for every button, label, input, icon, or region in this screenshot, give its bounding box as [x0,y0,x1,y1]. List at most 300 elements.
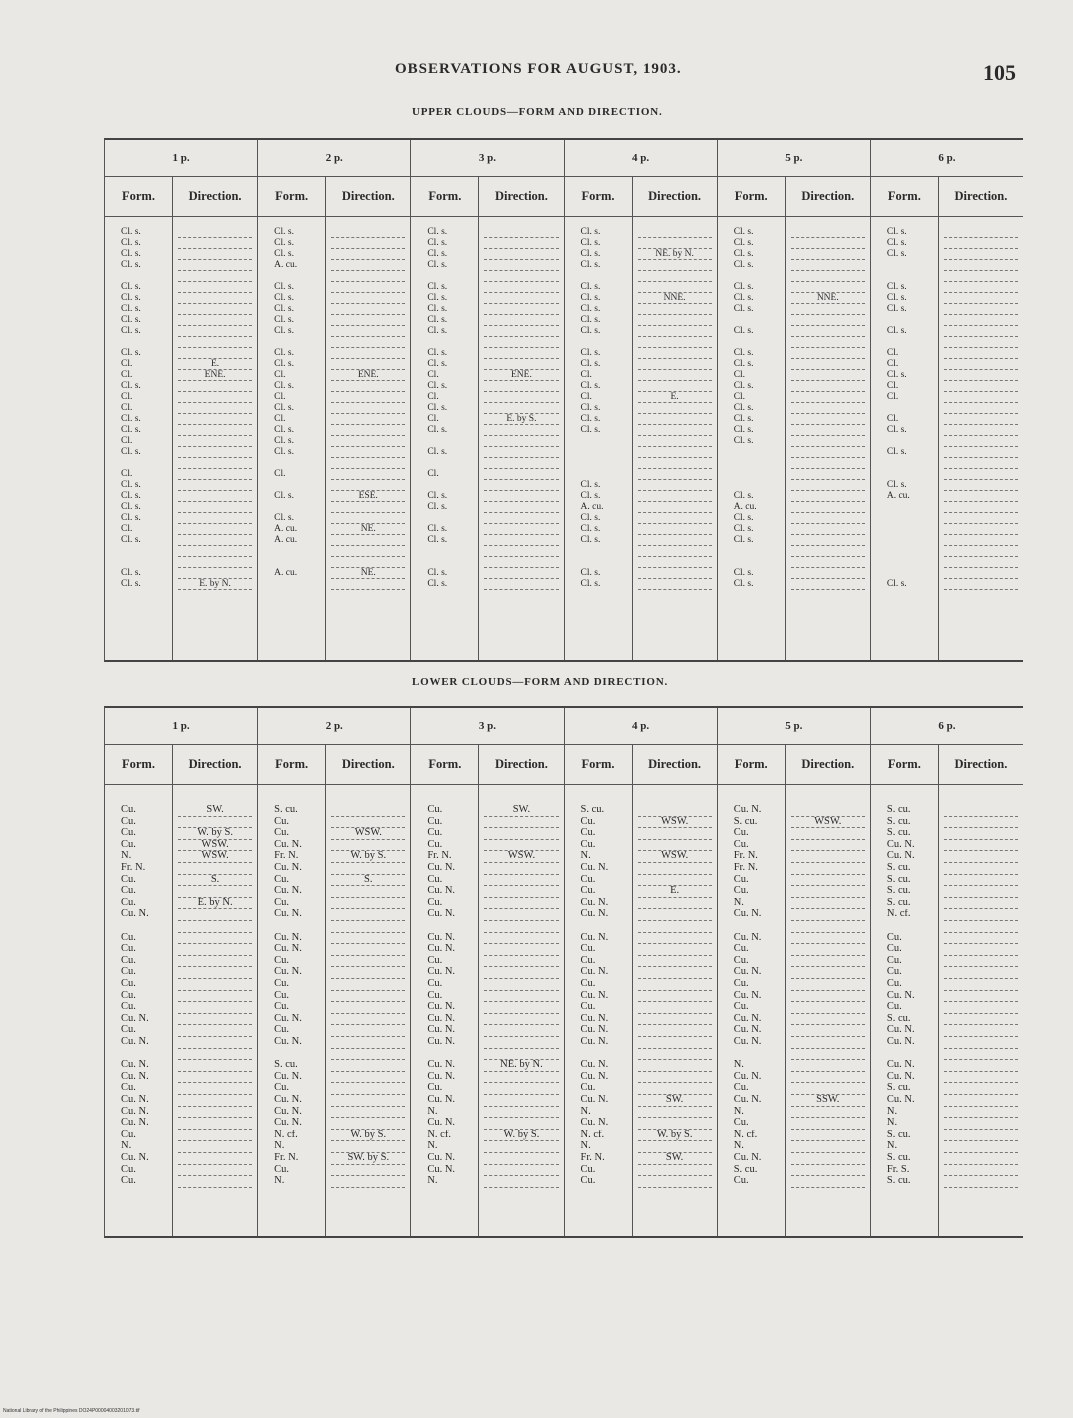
form-cell: Cl. s. [121,238,141,248]
direction-cell [786,436,870,446]
direction-column-header: Direction. [648,189,702,203]
direction-cell: WSW. [354,828,382,839]
form-cell: Cu. N. [733,1025,762,1036]
direction-cell [786,828,870,838]
form-cell: N. [580,1141,591,1152]
form-cell: Cl. s. [886,370,907,380]
form-cell: Cu. N. [427,1025,456,1036]
form-cell [871,568,938,578]
direction-cell: WSW. [201,851,229,862]
form-cell: Cl. s. [274,513,294,523]
direction-cell [326,480,410,490]
direction-cell: E. [670,392,679,402]
form-cell [871,524,938,534]
direction-cell [479,348,563,358]
direction-cell [786,1107,870,1117]
form-cell: Cl. s. [580,491,601,501]
direction-cell [326,392,410,402]
direction-cell [786,524,870,534]
form-cell: Fr. N. [733,863,758,873]
form-cell: Cu. [427,816,443,827]
direction-cell [939,1165,1023,1175]
form-cell: Cu. N. [427,944,456,955]
form-cell: Cl. [274,370,286,380]
direction-cell [326,458,410,468]
form-cell: Cu. [886,1002,902,1013]
form-cell: Cu. N. [580,990,609,1001]
direction-cell [479,1037,563,1047]
direction-cell [633,271,717,281]
direction-cell [479,1095,563,1105]
form-cell: Cl. [274,414,286,424]
direction-cell [786,979,870,989]
direction-cell [786,1118,870,1128]
direction-cell [633,840,717,850]
direction-cell [939,249,1023,259]
direction-cell [939,348,1023,358]
dotted-rule [791,589,865,590]
direction-cell [786,579,870,589]
direction-cell [939,403,1023,413]
form-cell: Cl. s. [733,238,754,248]
upper-hour-group [565,140,718,660]
form-cell: Cl. s. [427,293,448,303]
upper-hour-group [871,140,1023,660]
direction-cell [173,546,257,556]
form-cell: Cu. N. [274,1013,302,1024]
form-cell: Cl. s. [580,425,601,435]
form-cell: Cu. [274,816,290,827]
form-cell: Cl. s. [427,238,448,248]
direction-cell [326,1141,410,1151]
direction-cell: NE. by N. [655,249,694,259]
form-cell: N. [274,1141,285,1152]
direction-cell [479,403,563,413]
form-cell: Cu. N. [733,1037,762,1047]
form-cell: N. [427,1176,438,1187]
form-cell [718,546,785,556]
form-cell: Cu. N. [733,1095,762,1105]
form-cell: Cu. [580,816,596,827]
direction-cell [479,898,563,908]
direction-cell [326,238,410,248]
hour-header: 1 p. [105,708,257,745]
direction-cell [786,513,870,523]
direction-cell [173,1060,257,1070]
form-cell: Cu. [121,805,136,815]
form-cell [105,921,172,931]
dotted-rule [638,589,712,590]
form-cell: Cl. s. [121,381,141,391]
form-cell: Cu. N. [733,805,762,815]
form-cell: Cl. [580,370,592,380]
form-cell: Cl. s. [274,403,294,413]
direction-cell [479,249,563,259]
direction-cell: S. [210,874,220,885]
direction-cell [786,805,870,815]
direction-cell: ENE. [204,370,226,380]
direction-cell: ENE. [357,370,379,380]
direction-cell: W. by S. [503,1129,540,1140]
form-cell: Cl. s. [121,315,141,325]
form-cell: Cl. s. [121,480,141,490]
direction-cell [939,480,1023,490]
direction-cell [633,315,717,325]
form-cell: Cu. [274,1083,290,1094]
direction-cell [939,933,1023,943]
direction-cell: W. by S. [350,1129,387,1140]
form-cell: Cl. s. [274,381,294,391]
direction-cell [173,921,257,931]
form-cell: Cu. N. [733,932,762,943]
form-cell: Cl. s. [121,282,141,292]
form-cell: Cl. s. [274,249,294,259]
direction-cell [633,921,717,931]
direction-cell [939,326,1023,336]
direction-column-header: Direction. [954,189,1008,203]
form-cell: Cl. s. [274,436,294,446]
direction-cell [479,326,563,336]
direction-cell [479,238,563,248]
direction-cell: NNE. [816,293,839,303]
direction-cell: W. by S. [656,1129,693,1140]
upper-hour-group [411,140,564,660]
direction-cell [173,502,257,512]
direction-cell [786,271,870,281]
direction-cell [479,447,563,457]
form-cell: Cl. s. [427,568,448,578]
direction-cell [939,491,1023,501]
direction-cell [479,1049,563,1059]
direction-cell [479,557,563,567]
form-cell [105,1049,172,1059]
direction-cell [173,1002,257,1012]
form-cell: S. cu. [733,816,758,827]
direction-cell [786,458,870,468]
direction-cell [326,535,410,545]
direction-cell [633,326,717,336]
direction-cell [479,227,563,237]
direction-cell [786,921,870,931]
form-cell: Cu. N. [427,863,456,873]
form-cell: Cl. s. [886,282,907,292]
form-cell: Cu. N. [274,1037,302,1047]
direction-cell [173,326,257,336]
form-cell: Cu. N. [274,839,302,850]
form-cell [871,337,938,347]
form-cell: Cu. [580,886,596,897]
form-cell: Cu. [886,932,902,943]
form-cell [718,480,785,490]
direction-cell: WSW. [660,851,689,862]
direction-cell [479,260,563,270]
form-cell: S. cu. [886,1013,911,1024]
form-cell: Cl. s. [886,447,907,457]
direction-cell [786,304,870,314]
direction-cell [939,546,1023,556]
form-cell: Cu. [427,955,443,966]
direction-cell [479,1118,563,1128]
form-cell: S. cu. [886,874,911,885]
form-cell [718,1049,785,1059]
direction-cell [786,1014,870,1024]
hour-header: 6 p. [871,140,1023,177]
form-cell: Cu. N. [733,909,762,920]
direction-cell [326,348,410,358]
form-cell: Cu. [274,1002,290,1013]
direction-cell [479,1072,563,1082]
direction-cell [939,414,1023,424]
direction-cell [633,805,717,815]
form-cell: Cl. s. [274,447,294,457]
direction-cell [786,1165,870,1175]
direction-cell [939,817,1023,827]
form-column-header: Form. [258,745,326,784]
direction-cell: E. by N. [199,579,231,589]
direction-cell [479,381,563,391]
direction-cell [939,956,1023,966]
direction-cell [786,1130,870,1140]
direction-cell [326,282,410,292]
hour-header: 3 p. [411,140,563,177]
direction-cell [479,480,563,490]
direction-cell [786,1083,870,1093]
direction-cell [479,579,563,589]
direction-cell [326,1002,410,1012]
form-cell: Cl. [121,524,133,534]
form-cell: Cu. [580,944,596,955]
form-cell: Cu. N. [427,1118,456,1129]
direction-cell [173,392,257,402]
direction-cell [786,546,870,556]
direction-cell [786,238,870,248]
form-column-header: Form. [718,745,786,784]
form-cell [565,271,632,281]
form-cell: Cu. N. [427,967,456,978]
direction-cell [479,513,563,523]
direction-cell [786,967,870,977]
form-cell: Cl. s. [733,568,754,578]
form-cell: Cu. N. [274,1118,302,1129]
form-cell: Cu. [733,979,749,989]
form-cell: S. cu. [886,886,911,897]
direction-cell [633,403,717,413]
direction-cell [939,1014,1023,1024]
direction-cell [633,979,717,989]
form-cell [871,535,938,545]
direction-cell [939,1060,1023,1070]
direction-cell [326,944,410,954]
form-cell: Cu. N. [274,1095,302,1105]
form-cell [411,557,478,567]
direction-cell [326,840,410,850]
direction-cell [786,933,870,943]
direction-cell [939,304,1023,314]
form-cell: Cl. s. [427,425,448,435]
form-cell: Cu. [121,816,136,827]
direction-cell [479,315,563,325]
direction-cell [173,1165,257,1175]
form-cell: Cu. N. [427,909,456,920]
form-cell [258,921,325,931]
direction-cell [633,227,717,237]
direction-cell [326,933,410,943]
direction-cell [786,840,870,850]
direction-cell: WSW. [814,816,842,827]
direction-cell [633,1002,717,1012]
form-cell: Cl. s. [733,293,754,303]
form-cell: Cl. s. [274,315,294,325]
form-cell [258,557,325,567]
direction-cell [479,956,563,966]
form-cell: S. cu. [886,863,911,873]
direction-cell [326,1037,410,1047]
direction-cell [326,1025,410,1035]
form-cell [718,271,785,281]
direction-cell [173,315,257,325]
direction-cell [633,875,717,885]
form-cell [565,458,632,468]
form-cell: Cu. [121,932,136,943]
form-cell [411,458,478,468]
direction-cell [633,909,717,919]
direction-column-header: Direction. [341,189,395,203]
direction-cell [173,1014,257,1024]
form-cell: Cu. N. [886,1071,915,1082]
direction-cell [939,863,1023,873]
direction-cell [326,1014,410,1024]
form-cell: Cl. s. [121,414,141,424]
form-cell: Cu. N. [886,839,915,850]
direction-cell [786,381,870,391]
form-cell [718,557,785,567]
direction-cell [479,502,563,512]
direction-cell [173,1037,257,1047]
direction-cell [633,502,717,512]
form-cell: A. cu. [274,535,298,545]
direction-cell: SW. by S. [347,1153,390,1163]
form-cell: Cl. s. [580,315,601,325]
form-cell: Cu. [121,897,136,908]
direction-cell [173,1141,257,1151]
form-cell [105,271,172,281]
direction-cell [633,282,717,292]
form-cell: Cu. [580,979,596,989]
direction-cell [479,271,563,281]
dotted-rule [178,1187,252,1188]
form-cell: Cu. N. [427,932,456,943]
direction-cell [173,956,257,966]
form-cell: Cu. N. [274,967,302,978]
direction-cell [939,979,1023,989]
form-cell [718,315,785,325]
form-cell: Cl. s. [274,491,294,501]
form-cell [105,557,172,567]
form-cell: Cl. s. [121,513,141,523]
direction-cell: W. by S. [197,828,233,839]
form-cell: Cl. s. [733,491,754,501]
form-cell: Cl. [580,392,592,402]
form-cell: Cu. N. [427,1060,456,1071]
form-cell: N. cf. [274,1129,298,1140]
direction-cell [173,337,257,347]
direction-cell [479,425,563,435]
direction-cell [633,1014,717,1024]
direction-cell [633,348,717,358]
direction-cell: SW. [206,805,224,815]
form-cell: Cl. [121,359,133,369]
direction-cell [633,1107,717,1117]
form-cell: Cl. s. [274,326,294,336]
direction-cell [326,1060,410,1070]
form-cell: S. cu. [886,1176,911,1187]
form-cell: Cu. [427,897,443,908]
form-cell: A. cu. [886,491,910,501]
direction-cell: WSW. [201,839,229,850]
direction-cell [633,304,717,314]
direction-cell [633,1165,717,1175]
direction-cell [633,436,717,446]
form-cell: Cl. s. [427,491,448,501]
direction-cell [939,227,1023,237]
form-cell: Cu. [121,1083,136,1094]
direction-cell [173,1049,257,1059]
direction-cell [479,944,563,954]
direction-cell [786,535,870,545]
form-cell: Cu. [733,886,749,897]
direction-cell [633,480,717,490]
form-cell: Cl. s. [580,227,601,237]
form-cell: Cu. N. [886,1037,915,1047]
form-cell: Cu. [121,944,136,955]
direction-cell [173,524,257,534]
form-cell: N. cf. [580,1129,605,1140]
direction-cell [786,249,870,259]
form-cell [871,436,938,446]
form-cell: Fr. N. [427,851,452,862]
form-cell: Cu. [427,828,443,839]
direction-cell [633,898,717,908]
direction-cell [326,403,410,413]
direction-cell [786,315,870,325]
direction-cell [939,436,1023,446]
direction-cell [326,817,410,827]
form-cell: Cu. N. [274,932,302,943]
direction-cell [786,1153,870,1163]
form-cell: Cu. [733,944,749,955]
direction-cell [939,535,1023,545]
direction-cell [479,979,563,989]
direction-cell [173,282,257,292]
form-cell: Cu. N. [886,1095,915,1105]
upper-hour-group [105,140,258,660]
direction-column-header: Direction. [801,757,855,771]
form-cell: Cl. s. [274,238,294,248]
direction-cell [173,260,257,270]
form-cell [411,513,478,523]
form-cell: Cu. N. [580,967,609,978]
direction-cell [939,1037,1023,1047]
form-cell: Cl. s. [427,348,448,358]
form-cell: Cl. s. [121,535,141,545]
form-cell [871,502,938,512]
form-cell: Cl. s. [886,480,907,490]
direction-cell [633,828,717,838]
form-cell: Cu. [274,1025,290,1036]
direction-cell [939,967,1023,977]
form-cell: Cl. s. [580,414,601,424]
direction-cell [633,458,717,468]
